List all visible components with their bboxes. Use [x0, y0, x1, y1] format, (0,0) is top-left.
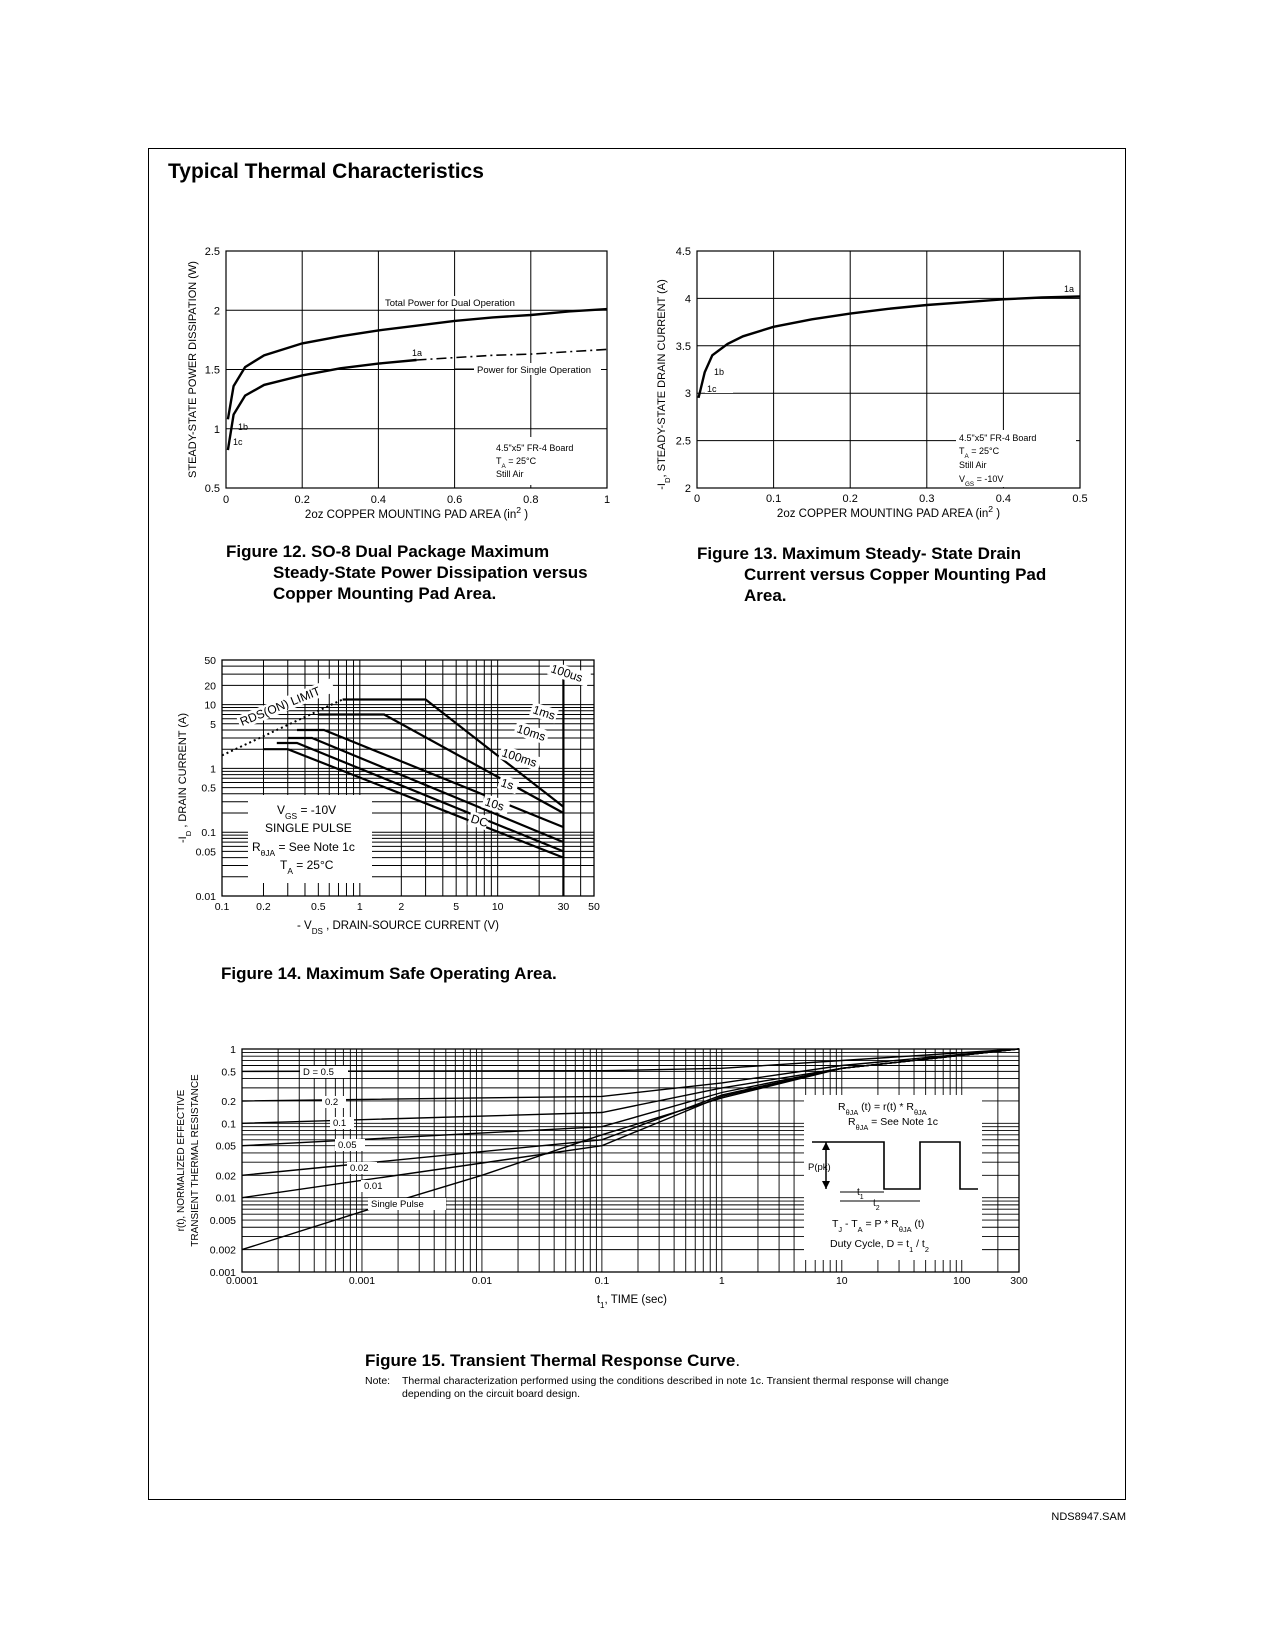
fig15-y-axis-label-line1: r(t), NORMALIZED EFFECTIVE	[176, 1089, 187, 1232]
fig13-x-tick-label: 0	[693, 493, 701, 505]
fig13-y-tick-label: 3	[684, 388, 691, 401]
fig14-cond-pulse: SINGLE PULSE	[265, 821, 352, 835]
fig12-label-1b: 1b	[238, 422, 249, 432]
fig12-label-1a: 1a	[412, 348, 423, 358]
fig13-x-tick-label: 0.3	[919, 493, 935, 505]
fig12-y-tick-label: 1.5	[204, 364, 220, 377]
fig14-y-tick-label: 10	[204, 699, 216, 712]
fig15-x-tick-label: 0.1	[594, 1275, 610, 1287]
fig13-x-tick-label: 0.1	[765, 493, 782, 505]
fig12-cond-board: 4.5"x5" FR-4 Board	[496, 443, 574, 453]
fig15-x-axis-label: $t_1$, TIME (sec)	[596, 1294, 667, 1310]
fig14-label-100us: 100us	[549, 661, 585, 685]
fig15-x-tick-label: 0.01	[471, 1275, 493, 1287]
fig14-cond-vgs: $V_{GS} = -10V$	[277, 803, 337, 821]
fig14-x-tick-label: 1	[356, 901, 363, 913]
fig15-y-tick-label: 0.005	[209, 1215, 236, 1228]
fig13-y-tick-label: 3.5	[675, 340, 691, 353]
fig15-y-tick-label: 1	[230, 1044, 236, 1056]
fig14-x-tick-label: 2	[398, 901, 405, 913]
fig15-y-tick-label: 0.002	[209, 1244, 236, 1257]
fig13-x-tick-label: 0.5	[1072, 493, 1088, 505]
fig12-x-axis-label: 2oz COPPER MOUNTING PAD AREA ($in^2$ )	[304, 505, 529, 521]
fig15-y-tick-label: 0.2	[221, 1095, 236, 1108]
fig13-x-tick-label: 0.2	[842, 493, 858, 505]
fig12-x-tick-label: 0.2	[294, 494, 310, 506]
fig13-y-tick-label: 4	[684, 293, 691, 306]
fig14-y-tick-label: 0.5	[201, 782, 216, 795]
fig12-x-tick-label: 0	[222, 494, 230, 506]
fig15-label-d002: 0.02	[350, 1163, 369, 1174]
fig15-label-single: Single Pulse	[371, 1199, 424, 1210]
fig13-x-axis-label: 2oz COPPER MOUNTING PAD AREA ($in^2$ )	[776, 504, 1001, 520]
fig14-y-tick-label: 0.05	[195, 846, 216, 859]
fig15-label-d02: 0.2	[325, 1097, 339, 1108]
fig12-y-tick-label: 2	[213, 305, 220, 318]
fig13-label-1c: 1c	[707, 384, 717, 394]
fig15-label-d01: 0.1	[333, 1118, 347, 1129]
fig12-label-total-power: Total Power for Dual Operation	[385, 298, 515, 309]
fig14-x-tick-label: 0.5	[311, 901, 326, 913]
fig13-cond-air: Still Air	[959, 460, 987, 470]
fig15-inset-duty: Duty Cycle, $D = t_1 / t_2$	[830, 1238, 929, 1254]
fig14-label-dc: DC	[469, 811, 490, 831]
fig13-y-axis-label: $-I_D$, STEADY-STATE DRAIN CURRENT (A)	[656, 279, 672, 490]
fig14-y-tick-label: 20	[204, 680, 216, 693]
fig15-y-tick-label: 0.5	[221, 1066, 236, 1079]
fig12-cond-ta: $T_A = 25^\circ C$	[496, 456, 537, 470]
fig14-x-axis-label: - $V_{DS}$ , DRAIN-SOURCE CURRENT (V)	[296, 920, 500, 936]
fig15-x-tick-label: 300	[1010, 1275, 1028, 1287]
fig13-y-tick-label: 4.5	[675, 246, 691, 258]
fig14-x-tick-label: 0.2	[256, 901, 271, 913]
fig14-cond-rja: $R_{\theta JA}$ = See Note 1c	[252, 840, 355, 858]
fig14-x-tick-label: 5	[453, 901, 460, 913]
fig15-inset-line2: $R_{\theta JA}$ = See Note 1c	[848, 1116, 939, 1132]
fig13-label-1b: 1b	[714, 367, 725, 377]
fig15-x-tick-label: 10	[835, 1275, 848, 1287]
fig12-x-tick-label: 1	[603, 494, 611, 506]
fig14-y-tick-label: 0.1	[201, 827, 216, 840]
fig12-x-tick-label: 0.4	[370, 494, 387, 506]
fig14-x-tick-label: 50	[588, 901, 600, 913]
fig13-x-tick-label: 0.4	[995, 493, 1012, 505]
fig12-caption-line1: Figure 12. SO-8 Dual Package Maximum	[226, 542, 550, 561]
note-label: Note:	[365, 1375, 391, 1387]
fig15-inset-ppk-label: P(pk)	[808, 1162, 831, 1173]
fig15-x-tick-label: 100	[952, 1275, 971, 1287]
section-title: Typical Thermal Characteristics	[168, 160, 484, 183]
fig14-label-rds-limit: RDS(ON) LIMIT	[237, 683, 323, 729]
fig12-y-axis-label: STEADY-STATE POWER DISSIPATION (W)	[187, 261, 199, 478]
fig13-cond-vgs: $V_{GS} = -10V$	[959, 474, 1004, 488]
fig15-caption-text: Figure 15. Transient Thermal Response Curve	[365, 1351, 736, 1370]
fig15-y-tick-label: 0.1	[221, 1118, 236, 1131]
fig12-label-single-power: Power for Single Operation	[477, 365, 592, 376]
fig13-caption-line2: Current versus Copper Mounting Pad	[744, 565, 1047, 584]
fig15-inset-formula: $T_J - T_A = P * R_{\theta JA}$ (t)	[832, 1218, 925, 1234]
fig12-x-tick-label: 0.6	[446, 494, 463, 506]
fig14-y-tick-label: 5	[210, 718, 216, 731]
fig14-label-10s: 10s	[483, 794, 506, 814]
fig15-y-tick-label: 0.05	[215, 1140, 236, 1153]
fig13-caption-line1: Figure 13. Maximum Steady- State Drain	[697, 544, 1022, 563]
fig12-caption-line2: Steady-State Power Dissipation versus	[273, 563, 588, 582]
fig14-label-10ms: 10ms	[515, 721, 548, 744]
fig12-cond-air: Still Air	[496, 469, 524, 479]
fig12-label-1c: 1c	[233, 437, 243, 447]
fig15-caption-period: .	[735, 1351, 741, 1370]
fig14-cond-ta: $T_A = 25^\circ C$	[280, 858, 334, 876]
fig14-label-1s: 1s	[499, 775, 516, 793]
fig14-label-1ms: 1ms	[531, 702, 557, 723]
fig15-label-d001: 0.01	[364, 1181, 383, 1192]
fig14-y-axis-label: $-I_D$ , DRAIN CURRENT (A)	[177, 712, 193, 844]
fig15-y-tick-label: 0.001	[209, 1267, 236, 1279]
fig15-label-d05: D = 0.5	[303, 1067, 334, 1078]
fig13-caption-line3: Area.	[744, 586, 787, 605]
fig15-y-tick-label: 0.01	[215, 1192, 236, 1205]
fig14-caption: Figure 14. Maximum Safe Operating Area.	[221, 964, 557, 983]
fig13-y-tick-label: 2.5	[675, 435, 691, 448]
note-text: Thermal characterization performed using the conditions described in note 1c. Transient thermal response will change depending on the circuit board design.	[402, 1375, 949, 1400]
fig15-inset-t2: $t_2$	[873, 1198, 880, 1212]
fig15-label-d005: 0.05	[338, 1140, 357, 1151]
fig13-cond-board: 4.5"x5" FR-4 Board	[959, 433, 1037, 443]
document-id: NDS8947.SAM	[1051, 1511, 1126, 1523]
fig12-y-tick-label: 2.5	[204, 246, 220, 258]
fig15-inset-line1: $R_{\theta JA}$ $(t) = r(t) * R_{\theta JA}$	[838, 1101, 927, 1117]
fig14-label-100ms: 100ms	[500, 745, 539, 770]
fig15-caption	[365, 1350, 740, 1371]
fig14-y-tick-label: 0.01	[195, 891, 216, 903]
fig12-x-tick-label: 0.8	[523, 494, 539, 506]
fig12-caption-line3: Copper Mounting Pad Area.	[273, 584, 497, 603]
fig15-x-tick-label: 0.001	[348, 1275, 376, 1287]
fig13-label-1a: 1a	[1064, 284, 1075, 294]
fig14-y-tick-label: 50	[204, 655, 216, 667]
fig14-x-tick-label: 30	[557, 901, 570, 913]
fig14-x-tick-label: 0.1	[214, 901, 230, 913]
fig15-y-tick-label: 0.02	[215, 1170, 236, 1183]
fig12-y-tick-label: 0.5	[204, 483, 220, 495]
fig14-y-tick-label: 1	[210, 763, 216, 776]
fig15-x-tick-label: 0.0001	[225, 1275, 259, 1287]
fig15-x-tick-label: 1	[718, 1275, 725, 1287]
fig12-y-tick-label: 1	[213, 423, 220, 436]
fig13-cond-ta: $T_A = 25^\circ C$	[959, 446, 1000, 460]
fig14-x-tick-label: 10	[491, 901, 504, 913]
fig13-y-tick-label: 2	[684, 483, 691, 495]
fig15-y-axis-label-line2: TRANSIENT THERMAL RESISTANCE	[190, 1074, 201, 1247]
fig15-inset-t1: $t_1$	[857, 1187, 864, 1201]
